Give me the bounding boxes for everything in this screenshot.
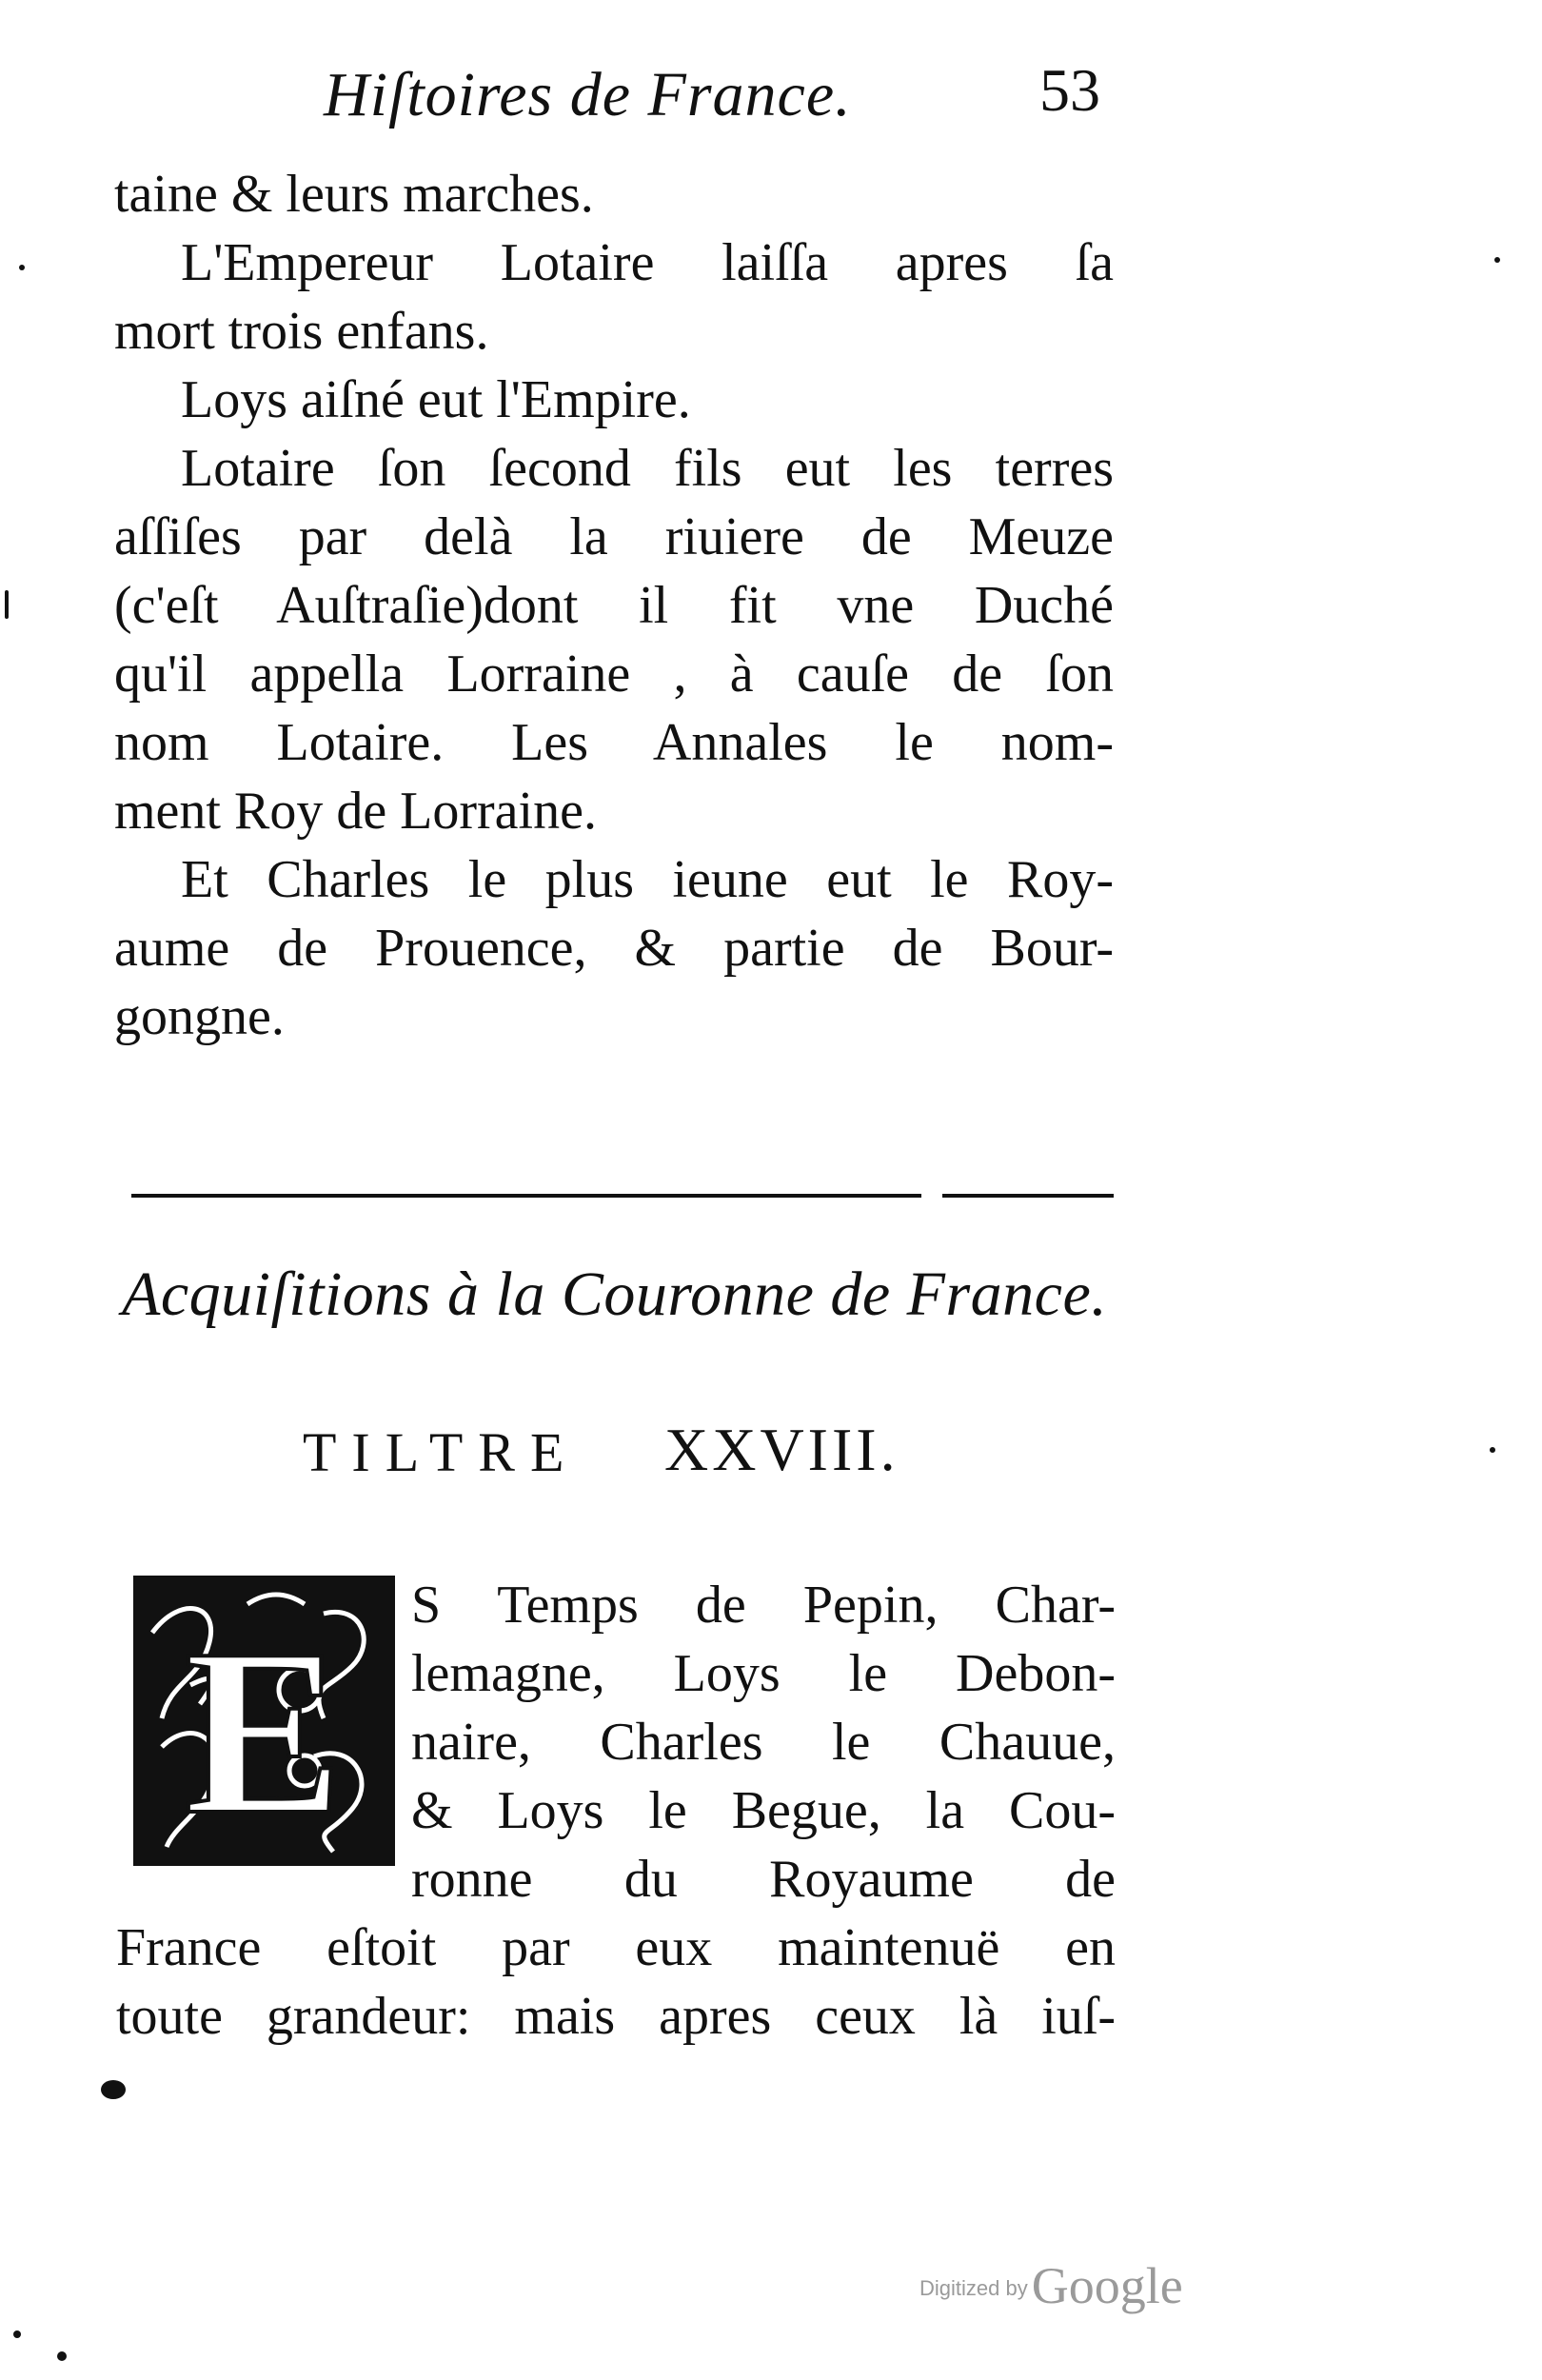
text-line: France eſtoit par eux maintenuë en [116, 1918, 1116, 1977]
section-heading: Acquiſitions à la Couronne de France. [122, 1259, 1108, 1329]
drop-cap-letter: E [184, 1600, 344, 1864]
ink-speck [1490, 1447, 1495, 1453]
text-line: nom Lotaire. Les Annales le nom- [114, 713, 1114, 772]
ink-blot [101, 2080, 126, 2099]
text-line: taine & leurs marches. [114, 165, 594, 224]
section-divider-long [131, 1194, 921, 1198]
text-line: aume de Prouence, & partie de Bour- [114, 919, 1114, 978]
ink-mark [5, 590, 9, 619]
digitized-watermark [919, 2256, 1183, 2315]
watermark-prefix: Digitized by [919, 2276, 1028, 2300]
text-line: (c'eſt Auſtraſie)dont il fit vne Duché [114, 576, 1114, 635]
text-line: Et Charles le plus ieune eut le Roy- [181, 850, 1114, 909]
text-line: ronne du Royaume de [411, 1850, 1116, 1909]
ink-speck [1494, 257, 1500, 263]
text-line: naire, Charles le Chauue, [411, 1713, 1116, 1772]
chapter-paragraph [116, 1914, 1116, 2051]
text-line: lemagne, Loys le Debon- [411, 1644, 1116, 1703]
text-line: Loys aiſné eut l'Empire. [181, 370, 691, 429]
ink-speck [19, 265, 25, 270]
ink-speck [13, 2330, 21, 2338]
drop-cap-ornament-icon [133, 1576, 395, 1866]
text-line: & Loys le Begue, la Cou- [411, 1781, 1116, 1840]
drop-cap-paragraph [411, 1571, 1116, 1914]
text-line: ment Roy de Lorraine. [114, 782, 597, 841]
ink-speck [57, 2351, 67, 2361]
section-divider-short [942, 1194, 1114, 1198]
title-number: XXVIII. [664, 1416, 900, 1483]
text-line: mort trois enfans. [114, 302, 489, 361]
text-line: L'Empereur Lotaire laiſſa apres ſa [181, 233, 1114, 292]
running-title: Hiſtoires de France. [324, 60, 852, 129]
text-line: gongne. [114, 987, 285, 1046]
body-paragraphs [114, 160, 1114, 1051]
text-line: Lotaire ſon ſecond fils eut les terres [181, 439, 1114, 498]
text-line: toute grandeur: mais apres ceux là iuſ- [116, 1987, 1116, 2046]
text-line: S Temps de Pepin, Char- [411, 1576, 1116, 1635]
watermark-brand: Google [1031, 2257, 1183, 2314]
text-line: aſſiſes par delà la riuiere de Meuze [114, 507, 1114, 566]
title-label: TILTRE [303, 1421, 580, 1483]
page-number: 53 [1039, 56, 1100, 124]
text-line: qu'il appella Lorraine , à cauſe de ſon [114, 645, 1114, 704]
ornamental-drop-cap [133, 1576, 395, 1866]
